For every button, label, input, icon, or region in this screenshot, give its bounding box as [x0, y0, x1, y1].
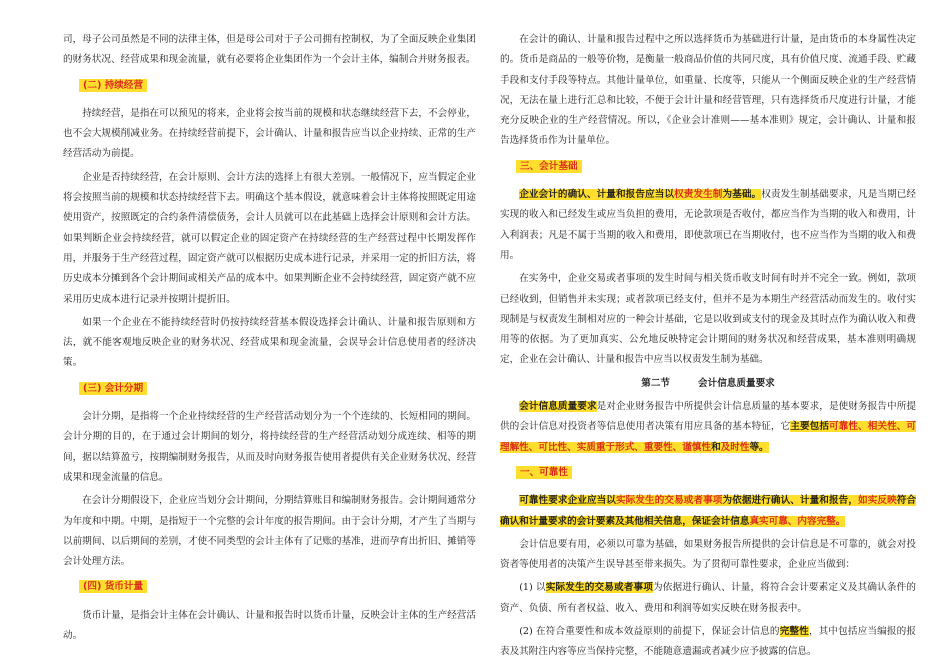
section-title: 第二节 会计信息质量要求: [641, 377, 775, 389]
paragraph: 企业是否持续经营，在会计原则、会计方法的选择上有很大差别。一般情况下，应当假定企业将会按照当前的规模和状态持续经营下去。明确这个基本假设，就意味着会计主体将按照既定用途使用资产，按照既定的合约条件清偿债务，会计人员就可以在此基础上选择会计原则和会计方法。如果判断企业会持续经营，就可以假定企业的固定资产在持续经营的生产经营过程中长期发挥作用，并服务于生产经营过程，固定资产就可以根据历史成本进行记录，并采用一定的折旧方法，将历史成本分摊到各个会计期间或相关产品的成本中。如果判断企业不会持续经营，固定资产就不应采用历史成本进行记录并按期计提折旧。: [63, 171, 476, 305]
subheading-monetary-measurement: (四) 货币计量: [79, 577, 476, 597]
paragraph-reliability: 可靠性要求企业应当以实际发生的交易或者事项为依据进行确认、计量和报告，如实反映符合确认和计量要求的会计要素及其他相关信息，保证会计信息真实可靠、内容完整。: [500, 495, 917, 527]
paragraph: 持续经营，是指在可以预见的将来，企业将会按当前的规模和状态继续经营下去，不会停业，也不会大规模削减业务。在持续经营前提下，会计确认、计量和报告应当以企业持续、正常的生产经营活动为前提。: [63, 107, 476, 160]
right-column: [500, 30, 916, 666]
paragraph: 会计信息要有用，必须以可靠为基础，如果财务报告所提供的会计信息是不可靠的，就会对投资者等使用者的决策产生误导甚至带来损失。为了贯彻可靠性要求，企业应当做到：: [500, 538, 916, 571]
paragraph: 在会计分期假设下，企业应当划分会计期间，分期结算账目和编制财务报告。会计期间通常分为年度和中期。中期，是指短于一个完整的会计年度的报告期间。由于会计分期，才产生了当期与以前期间、以后期间的差别，才使不同类型的会计主体有了记账的基准，进而孕育出折旧、摊销等会计处理方法。: [63, 495, 476, 568]
left-column: [63, 30, 476, 649]
paragraph: 货币计量，是指会计主体在会计确认、计量和报告时以货币计量，反映会计主体的生产经营活动。: [63, 609, 476, 642]
list-item: (1) 以实际发生的交易或者事项为依据进行确认、计量，将符合会计要素定义及其确认条件的资产、负债、所有者权益、收入、费用和利润等如实反映在财务报表中。: [500, 582, 917, 614]
paragraph: 会计分期，是指将一个企业持续经营的生产经营活动划分为一个个连续的、长短相同的期间。会计分期的目的，在于通过会计期间的划分，将持续经营的生产经营活动划分成连续、相等的期间，据以结算盈亏，按期编制财务报告，从而及时向财务报告使用者提供有关企业财务状况、经营成果和现金流量的信息。: [63, 411, 476, 483]
paragraph-quality-requirements: 会计信息质量要求是对企业财务报告中所提供会计信息质量的基本要求，是使财务报告中所提供的会计信息对投资者等信息使用者决策有用应具备的基本特征，它主要包括可靠性、相关性、可理解性、可比性、实质重于形式、重要性、谨慎性和及时性等。: [500, 401, 917, 453]
subheading-going-concern: (二) 持续经营: [79, 76, 476, 96]
paragraph: 司，母子公司虽然是不同的法律主体，但是母公司对于子公司拥有控制权，为了全面反映企业集团的财务状况、经营成果和现金流量，就有必要将企业集团作为一个会计主体，编制合并财务报表。: [63, 34, 476, 66]
subheading-reliability: 一、可靠性: [516, 463, 916, 483]
subheading-accounting-period: (三) 会计分期: [79, 379, 476, 399]
paragraph: 在实务中，企业交易或者事项的发生时间与相关货币收支时间有时并不完全一致。例如，款项已经收到，但销售并未实现；或者款项已经支付，但并不是为本期生产经营活动而发生的。收付实现制是与权责发生制相对应的一种会计基础，它是以收到或支付的现金及其时点作为确认收入和费用等的依据。为了更加真实、公允地反映特定会计期间的财务状况和经营成果，基本准则明确规定，企业在会计确认、计量和报告中应当以权责发生制为基础。: [500, 273, 916, 366]
list-item: (2) 在符合重要性和成本效益原则的前提下，保证会计信息的完整性，其中包括应当编报的报表及其附注内容等应当保持完整，不能随意遗漏或者减少应予披露的信息。: [500, 626, 917, 658]
paragraph: 如果一个企业在不能持续经营时仍按持续经营基本假设选择会计确认、计量和报告原则和方法，就不能客观地反映企业的财务状况、经营成果和现金流量，会误导会计信息使用者的经济决策。: [63, 316, 476, 369]
subheading-accounting-basis: 三、会计基础: [516, 157, 916, 177]
paragraph: 在会计的确认、计量和报告过程中之所以选择货币为基础进行计量，是由货币的本身属性决定的。货币是商品的一般等价物，是衡量一般商品价值的共同尺度，具有价值尺度、流通手段、贮藏手段和支付手段等特点。其他计量单位，如重量、长度等，只能从一个侧面反映企业的生产经营情况，无法在量上进行汇总和比较，不便于会计计量和经营管理，只有选择货币尺度进行计量，才能充分反映企业的生产经营情况。所以，《企业会计准则——基本准则》规定，会计确认、计量和报告选择货币作为计量单位。: [500, 34, 916, 147]
paragraph-accrual-basis: 企业会计的确认、计量和报告应当以权责发生制为基础。权责发生制基础要求，凡是当期已经实现的收入和已经发生或应当负担的费用，无论款项是否收付，都应当作为当期的收入和费用，计入利润表；凡是不属于当期的收入和费用，即使款项已在当期收付，也不应当作为当期的收入和费用。: [500, 189, 917, 261]
